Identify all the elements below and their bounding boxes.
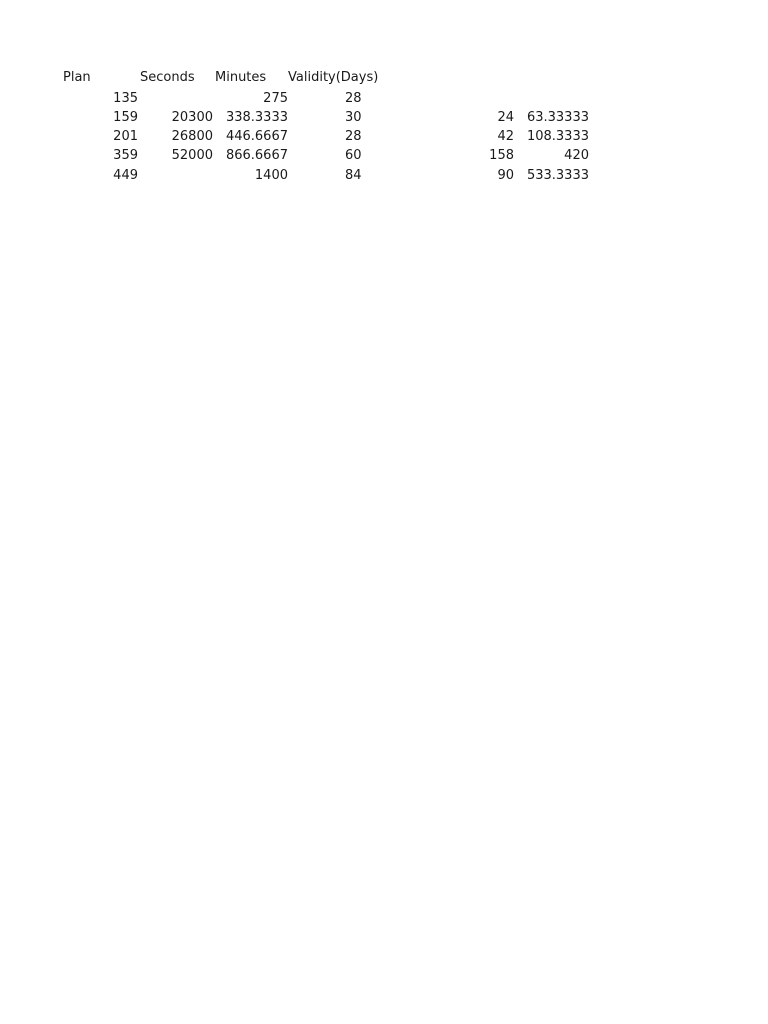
cell-seconds [138,166,213,185]
cell-seconds [138,89,213,108]
cell-col-f: 42 [497,129,514,144]
header-seconds: Seconds [140,70,195,85]
cell-plan: 201 [113,129,138,144]
cell-col-f [439,89,514,108]
cell-col-f: 158 [489,148,514,163]
header-minutes: Minutes [215,70,267,85]
cell-col-g: 108.3333 [526,129,589,144]
header-plan: Plan [63,70,91,85]
cell-plan: 359 [113,148,138,163]
cell-seconds: 20300 [171,110,213,125]
cell-plan: 135 [113,91,138,106]
header-validity: Validity(Days) [288,70,379,85]
cell-seconds: 26800 [171,129,213,144]
cell-col-f: 90 [497,168,514,183]
cell-plan: 449 [113,168,138,183]
cell-seconds: 52000 [171,148,213,163]
cell-plan: 159 [113,110,138,125]
cell-col-g: 420 [564,148,589,163]
cell-minutes: 338.3333 [225,110,288,125]
cell-validity: 84 [345,168,362,183]
cell-validity: 30 [345,110,362,125]
cell-minutes: 275 [263,91,288,106]
cell-minutes: 446.6667 [225,129,288,144]
cell-minutes: 1400 [254,168,288,183]
cell-validity: 28 [345,91,362,106]
cell-col-g: 533.3333 [526,168,589,183]
cell-col-f: 24 [497,110,514,125]
cell-col-g [514,89,589,108]
cell-col-g: 63.33333 [526,110,589,125]
cell-validity: 60 [345,148,362,163]
cell-validity: 28 [345,129,362,144]
cell-minutes: 866.6667 [225,148,288,163]
